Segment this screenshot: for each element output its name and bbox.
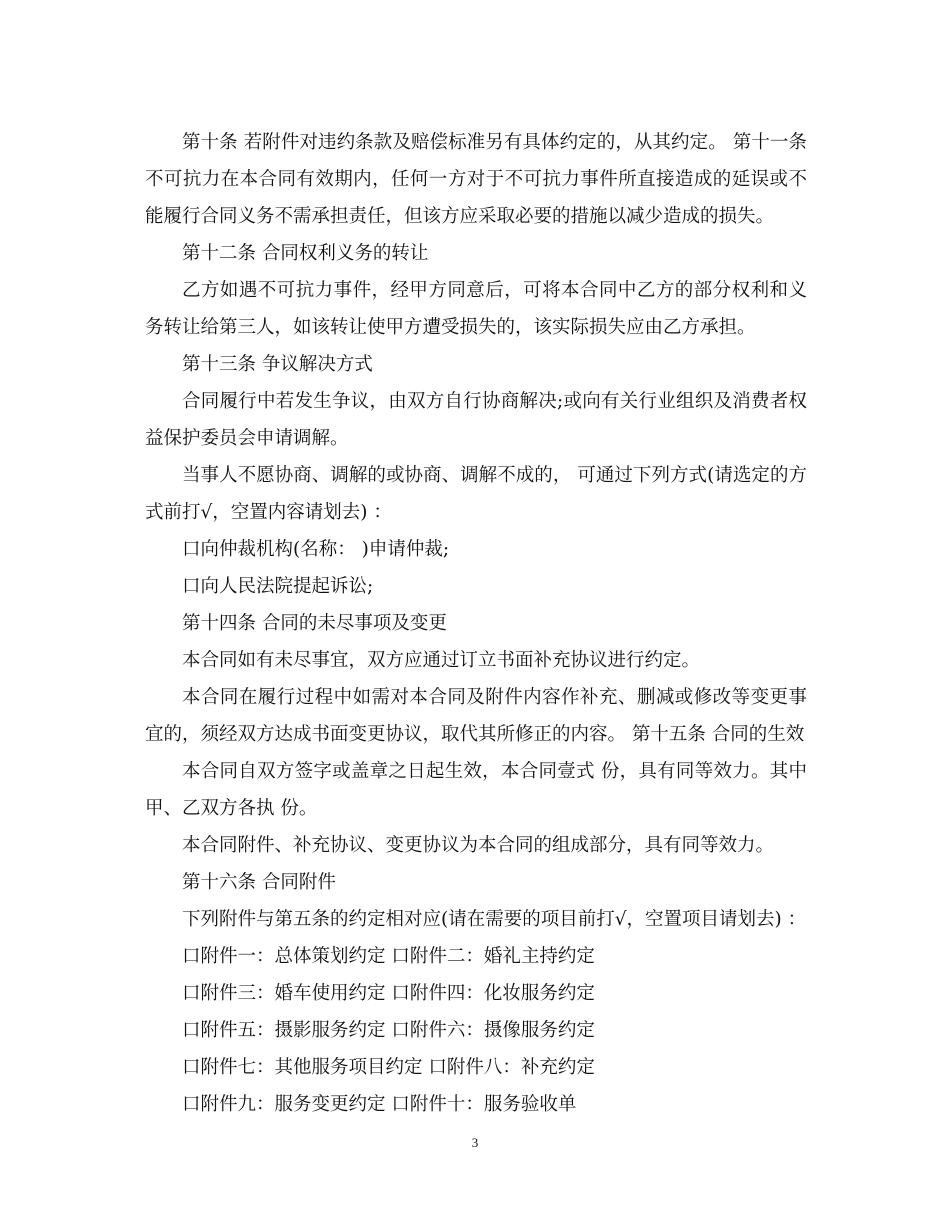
clause-12-heading: 第十二条 合同权利义务的转让 xyxy=(182,243,429,264)
clause-15-paragraph-1: 本合同自双方签字或盖章之日起生效，本合同壹式 份，具有同等效力。其中甲、乙双方各执 份。 xyxy=(145,761,807,819)
attachment-list-item: 口附件一：总体策划约定 口附件二：婚礼主持约定 xyxy=(182,946,595,967)
attachment-list-item: 口附件五：摄影服务约定 口附件六：摄像服务约定 xyxy=(182,1020,595,1041)
litigation-option: 口向人民法院提起诉讼; xyxy=(182,576,374,597)
dispute-options-intro: 当事人不愿协商、调解的或协商、调解不成的， 可通过下列方式(请选定的方式前打√，空置内容请划去) ： xyxy=(145,465,807,523)
attachment-list-item: 口附件三：婚车使用约定 口附件四：化妆服务约定 xyxy=(182,983,595,1004)
clause-14-paragraph-2: 本合同在履行过程中如需对本合同及附件内容作补充、删减或修改等变更事宜的，须经双方达成书面变更协议，取代其所修正的内容。 第十五条 合同的生效 xyxy=(145,687,807,745)
attachment-list-item: 口附件九：服务变更约定 口附件十：服务验收单 xyxy=(182,1094,577,1115)
clause-12-paragraph: 乙方如遇不可抗力事件，经甲方同意后，可将本合同中乙方的部分权利和义务转让给第三人，如该转让使甲方遭受损失的，该实际损失应由乙方承担。 xyxy=(145,280,807,338)
attachment-list-item: 口附件七：其他服务项目约定 口附件八：补充约定 xyxy=(182,1057,595,1078)
clause-13-heading: 第十三条 争议解决方式 xyxy=(182,354,373,375)
clause-15-paragraph-2: 本合同附件、补充协议、变更协议为本合同的组成部分，具有同等效力。 xyxy=(182,835,775,856)
clause-14-heading: 第十四条 合同的未尽事项及变更 xyxy=(182,613,447,634)
clause-16-heading: 第十六条 合同附件 xyxy=(182,872,336,893)
clause-13-paragraph: 合同履行中若发生争议，由双方自行协商解决;或向有关行业组织及消费者权益保护委员会申请调解。 xyxy=(145,391,807,449)
document-body xyxy=(145,124,807,1123)
page-number: 3 xyxy=(471,1135,479,1150)
clause-14-paragraph-1: 本合同如有未尽事宜，双方应通过订立书面补充协议进行约定。 xyxy=(182,650,701,671)
clause-10-11-paragraph: 第十条 若附件对违约条款及赔偿标准另有具体约定的，从其约定。 第十一条 不可抗力在本合同有效期内，任何一方对于不可抗力事件所直接造成的延误或不能履行合同义务不需承担责任，但该方应采取必要的措施以减少造成的损失。 xyxy=(145,132,807,227)
attachments-intro: 下列附件与第五条的约定相对应(请在需要的项目前打√，空置项目请划去) ： xyxy=(182,909,807,930)
arbitration-option: 口向仲裁机构(名称： )申请仲裁; xyxy=(182,539,450,560)
